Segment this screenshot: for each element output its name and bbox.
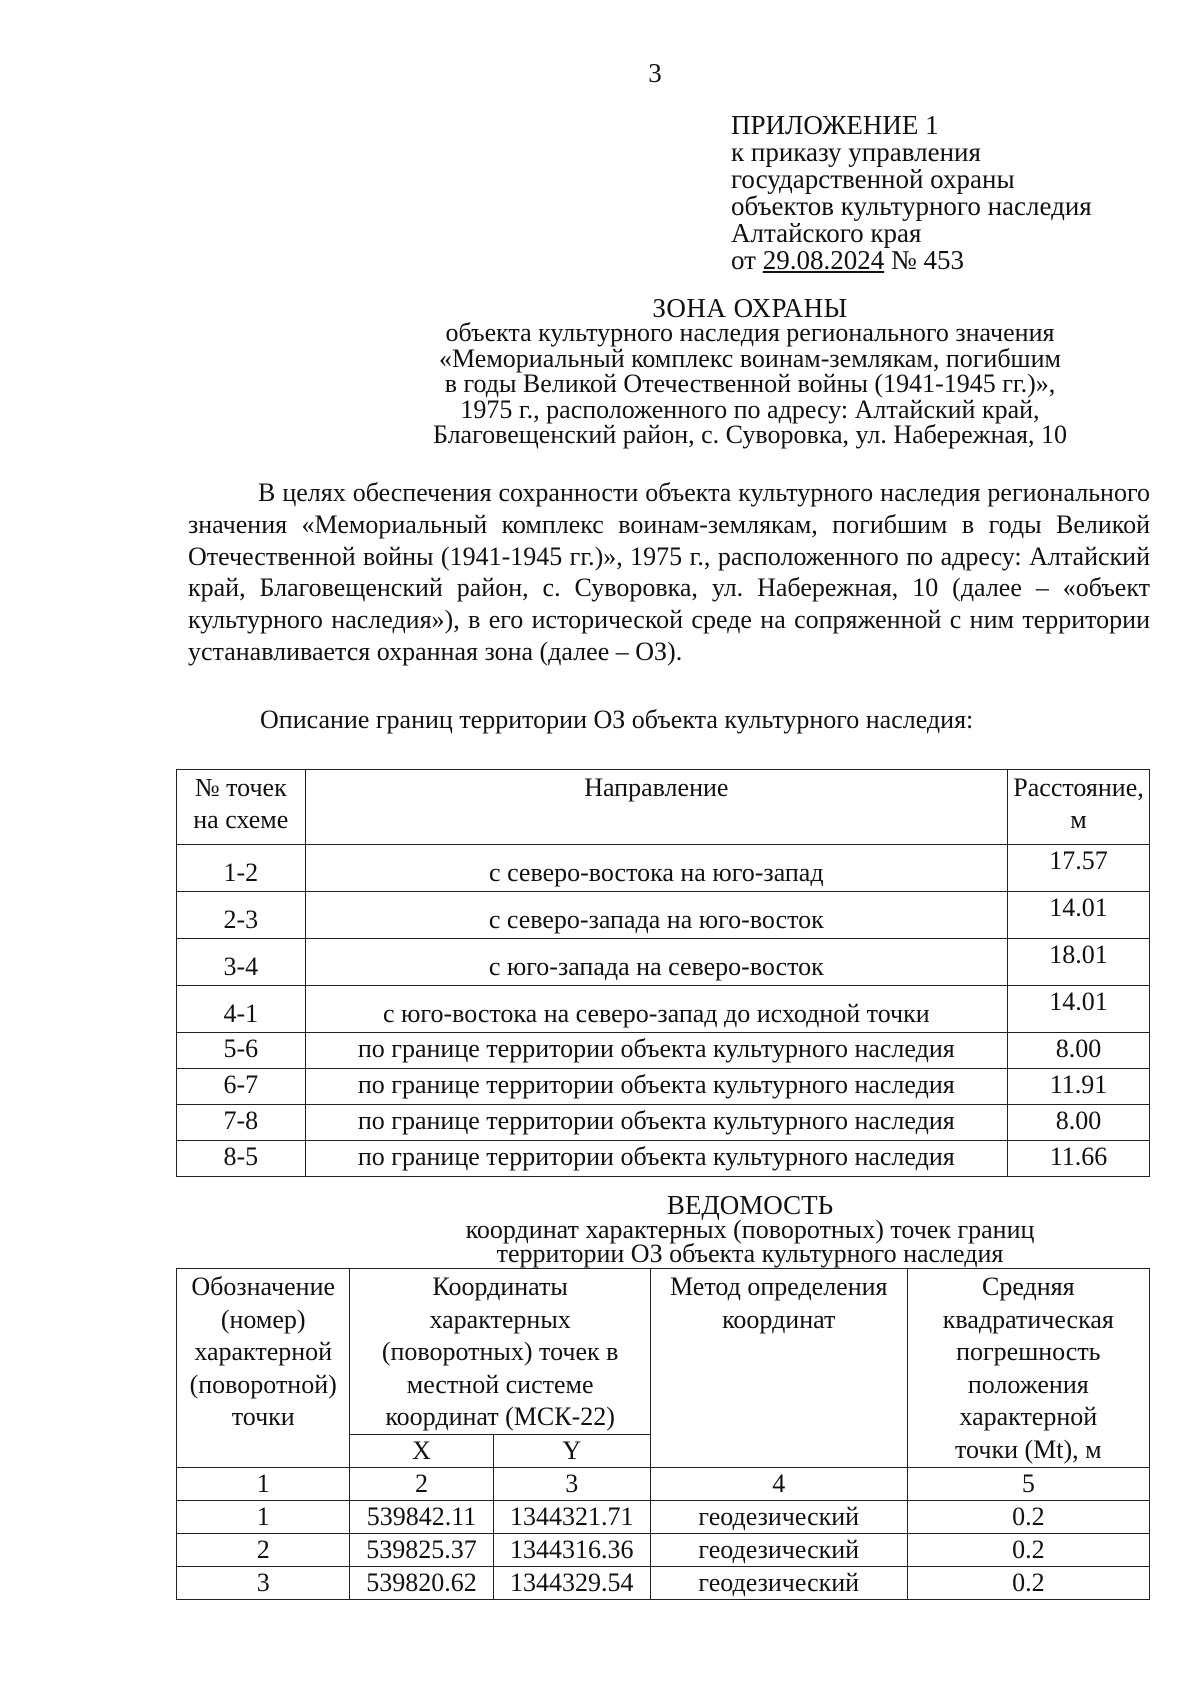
header-line: точки: [231, 1402, 295, 1431]
table-row: [177, 892, 1150, 939]
cell-y: 1344321.71: [493, 1501, 650, 1534]
vedomost-subtitle: [175, 1215, 1200, 1268]
column-number: 2: [350, 1468, 493, 1501]
table-row: [177, 986, 1150, 1033]
appendix-block: [731, 112, 1092, 274]
appendix-order-line: [731, 247, 1092, 274]
column-number: 3: [493, 1468, 650, 1501]
appendix-line: к приказу управления: [731, 137, 981, 167]
zone-subtitle-line: объекта культурного наследия регионального значения: [445, 318, 1055, 347]
coordinates-table: [176, 1268, 1150, 1600]
header-line: погрешность: [956, 1337, 1101, 1366]
cell-distance: 8.00: [1008, 1033, 1150, 1069]
column-number: 5: [907, 1468, 1149, 1501]
cell-points: 6-7: [177, 1069, 306, 1105]
cell-direction: с юго-запада на северо-восток: [305, 939, 1007, 986]
cell-method: геодезический: [650, 1567, 907, 1600]
header-designation: [177, 1269, 350, 1468]
header-line: Средняя: [982, 1272, 1075, 1301]
cell-distance: 18.01: [1008, 939, 1150, 986]
table-row: [177, 1033, 1150, 1069]
header-line: (номер): [220, 1304, 306, 1334]
boundary-table: [176, 769, 1150, 1177]
cell-y: 1344329.54: [493, 1567, 650, 1600]
cell-x: 539820.62: [350, 1567, 493, 1600]
header-line: координат (МСК-22): [385, 1402, 615, 1431]
cell-direction: по границе территории объекта культурного наследия: [305, 1069, 1007, 1105]
cell-direction: по границе территории объекта культурного наследия: [305, 1141, 1007, 1177]
cell-error: 0.2: [907, 1567, 1149, 1600]
table-row: [177, 1567, 1150, 1600]
zone-subtitle-line: «Мемориальный комплекс воинам-землякам, погибшим: [439, 343, 1061, 373]
boundary-intro: Описание границ территории ОЗ объекта культурного наследия:: [260, 705, 974, 734]
order-date: 29.08.2024: [762, 245, 885, 275]
boundary-table-header: [177, 770, 1150, 845]
cell-points: 5-6: [177, 1033, 306, 1069]
cell-distance: 14.01: [1008, 892, 1150, 939]
cell-points: 4-1: [177, 986, 306, 1033]
header-coordinates: [350, 1269, 650, 1435]
header-points-line: на схеме: [193, 805, 289, 834]
header-line: местной системе: [406, 1369, 594, 1399]
table-row: [177, 1534, 1150, 1567]
vedomost-subtitle-line: координат характерных (поворотных) точек границ: [465, 1215, 1035, 1244]
header-y: Y: [493, 1434, 650, 1468]
header-line: Обозначение: [191, 1272, 336, 1301]
header-line: (поворотных) точек в: [381, 1337, 619, 1366]
cell-direction: с юго-востока на северо-запад до исходной точки: [305, 986, 1007, 1033]
cell-direction: с северо-запада на юго-восток: [305, 892, 1007, 939]
header-points-line: № точек: [194, 773, 287, 802]
cell-distance: 11.66: [1008, 1141, 1150, 1177]
cell-error: 0.2: [907, 1501, 1149, 1534]
header-line: характерной: [959, 1402, 1098, 1431]
header-x: X: [350, 1434, 493, 1468]
zone-subtitle-line: 1975 г., расположенного по адресу: Алтайский край,: [460, 394, 1040, 424]
cell-x: 539825.37: [350, 1534, 493, 1567]
cell-distance: 8.00: [1008, 1105, 1150, 1141]
table-row: [177, 939, 1150, 986]
column-number: 4: [650, 1468, 907, 1501]
column-number-row: [177, 1468, 1150, 1501]
header-line: Координаты: [432, 1272, 568, 1301]
header-error: [907, 1269, 1149, 1468]
cell-points: 1-2: [177, 845, 306, 892]
table-row: [177, 1141, 1150, 1177]
table-row: [177, 1105, 1150, 1141]
cell-y: 1344316.36: [493, 1534, 650, 1567]
cell-points: 7-8: [177, 1105, 306, 1141]
header-line: (поворотной): [189, 1369, 337, 1399]
cell-points: 2-3: [177, 892, 306, 939]
header-line: характерных: [429, 1304, 571, 1334]
cell-point: 2: [177, 1534, 350, 1567]
header-distance-line: Расстояние,: [1013, 773, 1144, 802]
column-number: 1: [177, 1468, 350, 1501]
cell-distance: 11.91: [1008, 1069, 1150, 1105]
appendix-line: государственной охраны: [731, 164, 1015, 194]
table-row: [177, 845, 1150, 892]
cell-method: геодезический: [650, 1534, 907, 1567]
order-number: № 453: [884, 245, 964, 275]
cell-direction: по границе территории объекта культурного наследия: [305, 1033, 1007, 1069]
appendix-title: ПРИЛОЖЕНИЕ 1: [731, 110, 939, 140]
header-line: Метод определения: [670, 1272, 888, 1301]
cell-x: 539842.11: [350, 1501, 493, 1534]
vedomost-title: ВЕДОМОСТЬ: [666, 1190, 834, 1220]
header-distance: [1008, 770, 1150, 845]
appendix-line: объектов культурного наследия: [731, 191, 1092, 221]
header-line: положения: [967, 1369, 1089, 1399]
cell-distance: 17.57: [1008, 845, 1150, 892]
cell-point: 3: [177, 1567, 350, 1600]
vedomost-subtitle-line: территории ОЗ объекта культурного наследия: [496, 1239, 1004, 1268]
table-row: [177, 1069, 1150, 1105]
zone-subtitle: [175, 320, 1200, 448]
zone-subtitle-line: в годы Великой Отечественной войны (1941-1945 гг.)»,: [444, 369, 1056, 399]
cell-direction: по границе территории объекта культурного наследия: [305, 1105, 1007, 1141]
header-method: [650, 1269, 907, 1468]
cell-direction: с северо-востока на юго-запад: [305, 845, 1007, 892]
header-points: [177, 770, 306, 845]
page-number: 3: [648, 58, 662, 88]
cell-method: геодезический: [650, 1501, 907, 1534]
header-line: точки (Mt), м: [955, 1434, 1102, 1464]
zone-title: ЗОНА ОХРАНЫ: [652, 293, 848, 323]
header-direction: Направление: [305, 770, 1007, 845]
table-row: [177, 1501, 1150, 1534]
cell-points: 3-4: [177, 939, 306, 986]
header-distance-line: м: [1070, 805, 1087, 834]
coords-header-row: [177, 1269, 1150, 1435]
order-prefix: от: [731, 245, 763, 275]
cell-points: 8-5: [177, 1141, 306, 1177]
header-line: характерной: [194, 1337, 333, 1366]
appendix-line: Алтайского края: [731, 218, 922, 248]
cell-distance: 14.01: [1008, 986, 1150, 1033]
header-line: квадратическая: [942, 1304, 1114, 1334]
zone-subtitle-line: Благовещенский район, с. Суворовка, ул. Набережная, 10: [432, 420, 1067, 450]
body-paragraph: В целях обеспечения сохранности объекта культурного наследия регионального значения «Мемориальный комплекс воинам-землякам, погибшим в годы Великой Отечественной войны (1941-1945 гг.)», 1975 г., расположенного по адресу: Алтайский край, Благовещенский район, с. Суворовка, ул. Набережная, 10 (далее – «объект культурного наследия»), в его исторической среде на сопряженной с ним территории устанавливается охранная зона (далее – ОЗ).: [188, 478, 1150, 666]
cell-error: 0.2: [907, 1534, 1149, 1567]
cell-point: 1: [177, 1501, 350, 1534]
header-line: координат: [722, 1304, 836, 1334]
